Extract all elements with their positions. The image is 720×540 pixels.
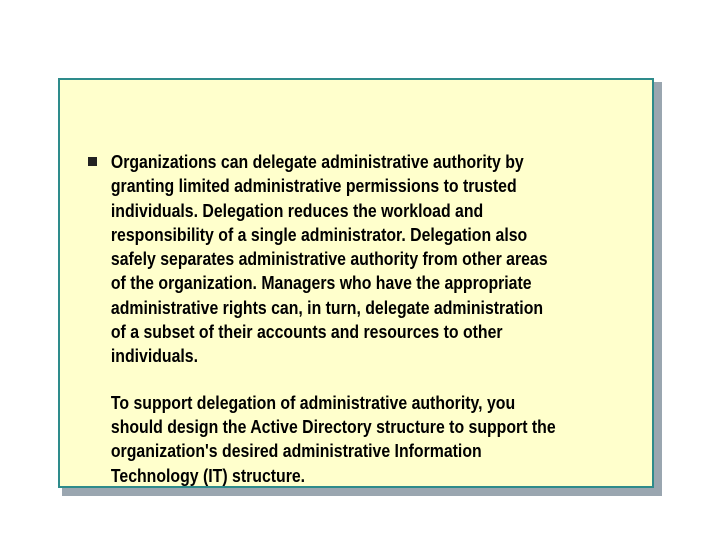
bullet-item: [88, 150, 653, 488]
text-line: To support delegation of administrative authority, you: [110, 392, 516, 413]
paragraph-delegation: [88, 150, 656, 369]
paragraph-active-directory: [88, 391, 656, 488]
text-line: responsibility of a single administrator. Delegation also: [110, 224, 528, 245]
text-line: of a subset of their accounts and resources to other: [110, 322, 503, 343]
text-line: of the organization. Managers who have the appropriate: [110, 273, 532, 294]
text-line: individuals.: [110, 346, 199, 367]
text-line: organization's desired administrative Information: [110, 441, 482, 462]
note-box: [58, 78, 654, 488]
text-line: administrative rights can, in turn, delegate administration: [110, 297, 544, 318]
text-line: should design the Active Directory structure to support the: [110, 416, 556, 437]
text-line: individuals. Delegation reduces the workload and: [110, 200, 484, 221]
text-line: granting limited administrative permissions to trusted: [110, 176, 517, 197]
text-line: Organizations can delegate administrative authority by: [110, 152, 524, 172]
text-line: safely separates administrative authority from other areas: [110, 249, 548, 270]
text-line: Technology (IT) structure.: [110, 465, 306, 486]
